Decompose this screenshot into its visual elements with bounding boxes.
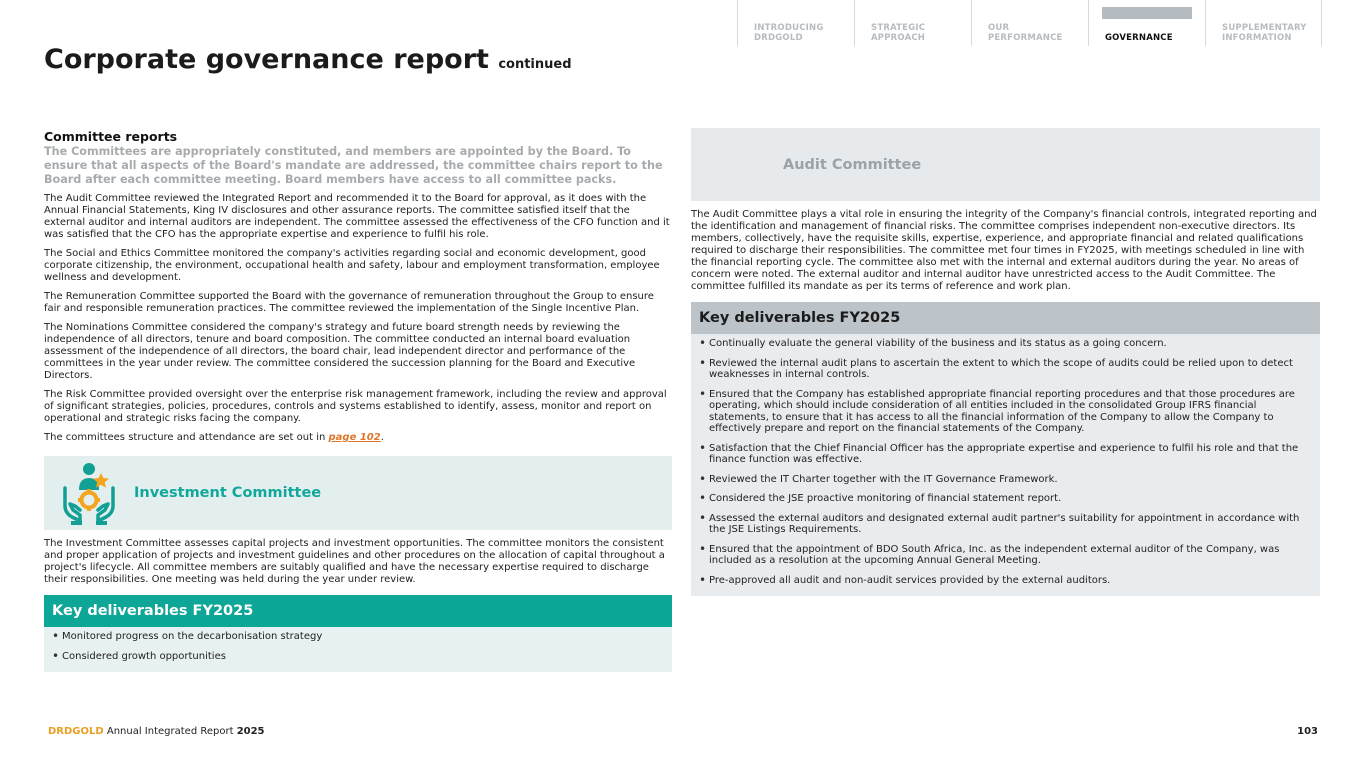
audit-key-deliverables xyxy=(691,334,1320,596)
committee-reports-heading: Committee reports xyxy=(44,129,178,144)
nav-tab-supplementary-information[interactable] xyxy=(1205,0,1322,46)
audit-committee-banner xyxy=(691,128,1320,201)
deliverable-item: • Monitored progress on the decarbonisation strategy xyxy=(52,631,664,643)
nav-tab-strategic-approach[interactable] xyxy=(854,0,971,46)
deliverable-item: • Reviewed the internal audit plans to ascertain the extent to which the scope of audits could be relied upon to detect weaknesses in internal controls. xyxy=(699,358,1312,381)
left-column xyxy=(44,129,672,672)
audit-committee-title: Audit Committee xyxy=(783,156,922,173)
deliverable-item: • Satisfaction that the Chief Financial Officer has the appropriate expertise and experience to fulfil his role and that the finance function was effective. xyxy=(699,443,1312,466)
investment-committee-title: Investment Committee xyxy=(134,485,322,501)
investment-key-deliverables-heading: Key deliverables FY2025 xyxy=(44,595,672,627)
nav-tab-our-performance[interactable] xyxy=(971,0,1088,46)
footer-text: Annual Integrated Report xyxy=(103,726,237,737)
structure-prefix: The committees structure and attendance are set out in xyxy=(44,432,329,443)
investment-hands-icon xyxy=(44,460,134,526)
nav-tab-label: OUR xyxy=(988,23,1010,33)
structure-paragraph xyxy=(44,432,672,444)
deliverable-item: • Ensured that the Company has established appropriate financial reporting procedures and that those procedures are operating, which should include consideration of all entities included in the consolidated Group IFRS financial statements, to ensure that it has access to all the financial information of the Company to allow the Company to effectively prepare and report on the financial statements of the Company. xyxy=(699,389,1312,435)
page-number: 103 xyxy=(1297,726,1318,737)
deliverable-item: • Assessed the external auditors and designated external audit partner's suitability for appointment in accordance with the JSE Listings Requirements. xyxy=(699,513,1312,536)
nav-tab-label: SUPPLEMENTARY xyxy=(1222,23,1307,33)
nav-tab-label: INTRODUCING xyxy=(754,23,824,33)
deliverable-item: • Considered the JSE proactive monitoring of financial statement report. xyxy=(699,493,1312,505)
social-ethics-paragraph: The Social and Ethics Committee monitored the company's activities regarding social and economic development, good corporate citizenship, the environment, occupational health and safety, labour and employment transformation, employee wellness and development. xyxy=(44,248,660,283)
page-title-sub: continued xyxy=(498,57,572,72)
nav-tab-label: APPROACH xyxy=(871,33,926,43)
nav-tab-label: INFORMATION xyxy=(1222,33,1292,43)
footer-brand: DRDGOLD xyxy=(48,726,104,737)
nav-tab-label: DRDGOLD xyxy=(754,33,803,43)
committee-reports-lead: The Committees are appropriately constituted, and members are appointed by the Board. To ensure that all aspects of the Board's mandate are addressed, the committee chairs report to the Board after each committee meeting. Board members have access to all committee packs. xyxy=(44,145,663,186)
audit-committee-description: The Audit Committee plays a vital role in ensuring the integrity of the Company's financial controls, integrated reporting and the identification and management of financial risks. The committee comprises independent non-executive directors. Its members, collectively, have the requisite skills, expertise, experience, and appropriate financial and related qualifications required to discharge their responsibilities. The committee met four times in FY2025, with meetings scheduled in line with the financial reporting cycle. The committee also met with the internal and external auditors during the year. No areas of concern were noted. The external auditor and internal auditor have unrestricted access to the Audit Committee. The committee fulfilled its mandate as per its terms of reference and work plan. xyxy=(691,209,1317,292)
nav-tab-governance[interactable] xyxy=(1088,0,1205,46)
nominations-paragraph: The Nominations Committee considered the company's strategy and future board strength needs by reviewing the independence of all directors, tenure and board composition. The committee conducted an internal board evaluation assessment of the independence of all directors, the board chair, lead independent director and performance of the committees in the year under review. The committee considered the succession planning for the Board and Executive Directors. xyxy=(44,322,636,381)
deliverable-item: • Ensured that the appointment of BDO South Africa, Inc. as the independent external auditor of the Company, was included as a resolution at the upcoming Annual General Meeting. xyxy=(699,544,1312,567)
investment-committee-banner xyxy=(44,456,672,530)
deliverable-item: • Considered growth opportunities xyxy=(52,651,664,663)
nav-tab-label: STRATEGIC xyxy=(871,23,926,33)
deliverable-item: • Continually evaluate the general viability of the business and its status as a going concern. xyxy=(699,338,1312,350)
nav-tab-label: GOVERNANCE xyxy=(1105,33,1173,43)
audit-key-deliverables-heading: Key deliverables FY2025 xyxy=(691,302,1320,334)
section-nav xyxy=(737,0,1322,46)
page-title xyxy=(44,44,572,75)
deliverable-item: • Reviewed the IT Charter together with the IT Governance Framework. xyxy=(699,474,1312,486)
nav-tab-introducing-drdgold[interactable] xyxy=(737,0,854,46)
right-column xyxy=(691,128,1320,596)
investment-key-deliverables xyxy=(44,627,672,672)
deliverable-item: • Pre-approved all audit and non-audit services provided by the external auditors. xyxy=(699,575,1312,587)
nav-tab-label: PERFORMANCE xyxy=(988,33,1063,43)
page-102-link[interactable]: page 102 xyxy=(328,432,381,443)
footer-year: 2025 xyxy=(236,726,265,737)
structure-suffix: . xyxy=(380,432,384,443)
footer xyxy=(48,726,265,737)
remuneration-paragraph: The Remuneration Committee supported the Board with the governance of remuneration throughout the Group to ensure fair and responsible remuneration practices. The committee reviewed the implementation of the Single Incentive Plan. xyxy=(44,291,654,314)
risk-paragraph: The Risk Committee provided oversight over the enterprise risk management framework, including the review and approval of significant strategies, policies, procedures, controls and systems established to identify, assess, monitor and report on operational and strategic risks facing the company. xyxy=(44,389,667,424)
active-tab-indicator xyxy=(1102,7,1192,19)
audit-summary-paragraph: The Audit Committee reviewed the Integrated Report and recommended it to the Board for approval, as it does with the Annual Financial Statements, King IV disclosures and other assurance reports. The committee satisfied itself that the external auditor and internal auditors are independent. The committee assessed the effectiveness of the CFO function and it was satisfied that the CFO has the appropriate expertise and experience to fulfil his role. xyxy=(44,193,670,240)
investment-committee-description: The Investment Committee assesses capital projects and investment opportunities. The committee monitors the consistent and proper application of projects and investment guidelines and other procedures on the allocation of capital throughout a project's lifecycle. All committee members are suitably qualified and have the necessary expertise required to discharge their responsibilities. One meeting was held during the year under review. xyxy=(44,538,665,585)
page-title-main: Corporate governance report xyxy=(44,44,489,75)
